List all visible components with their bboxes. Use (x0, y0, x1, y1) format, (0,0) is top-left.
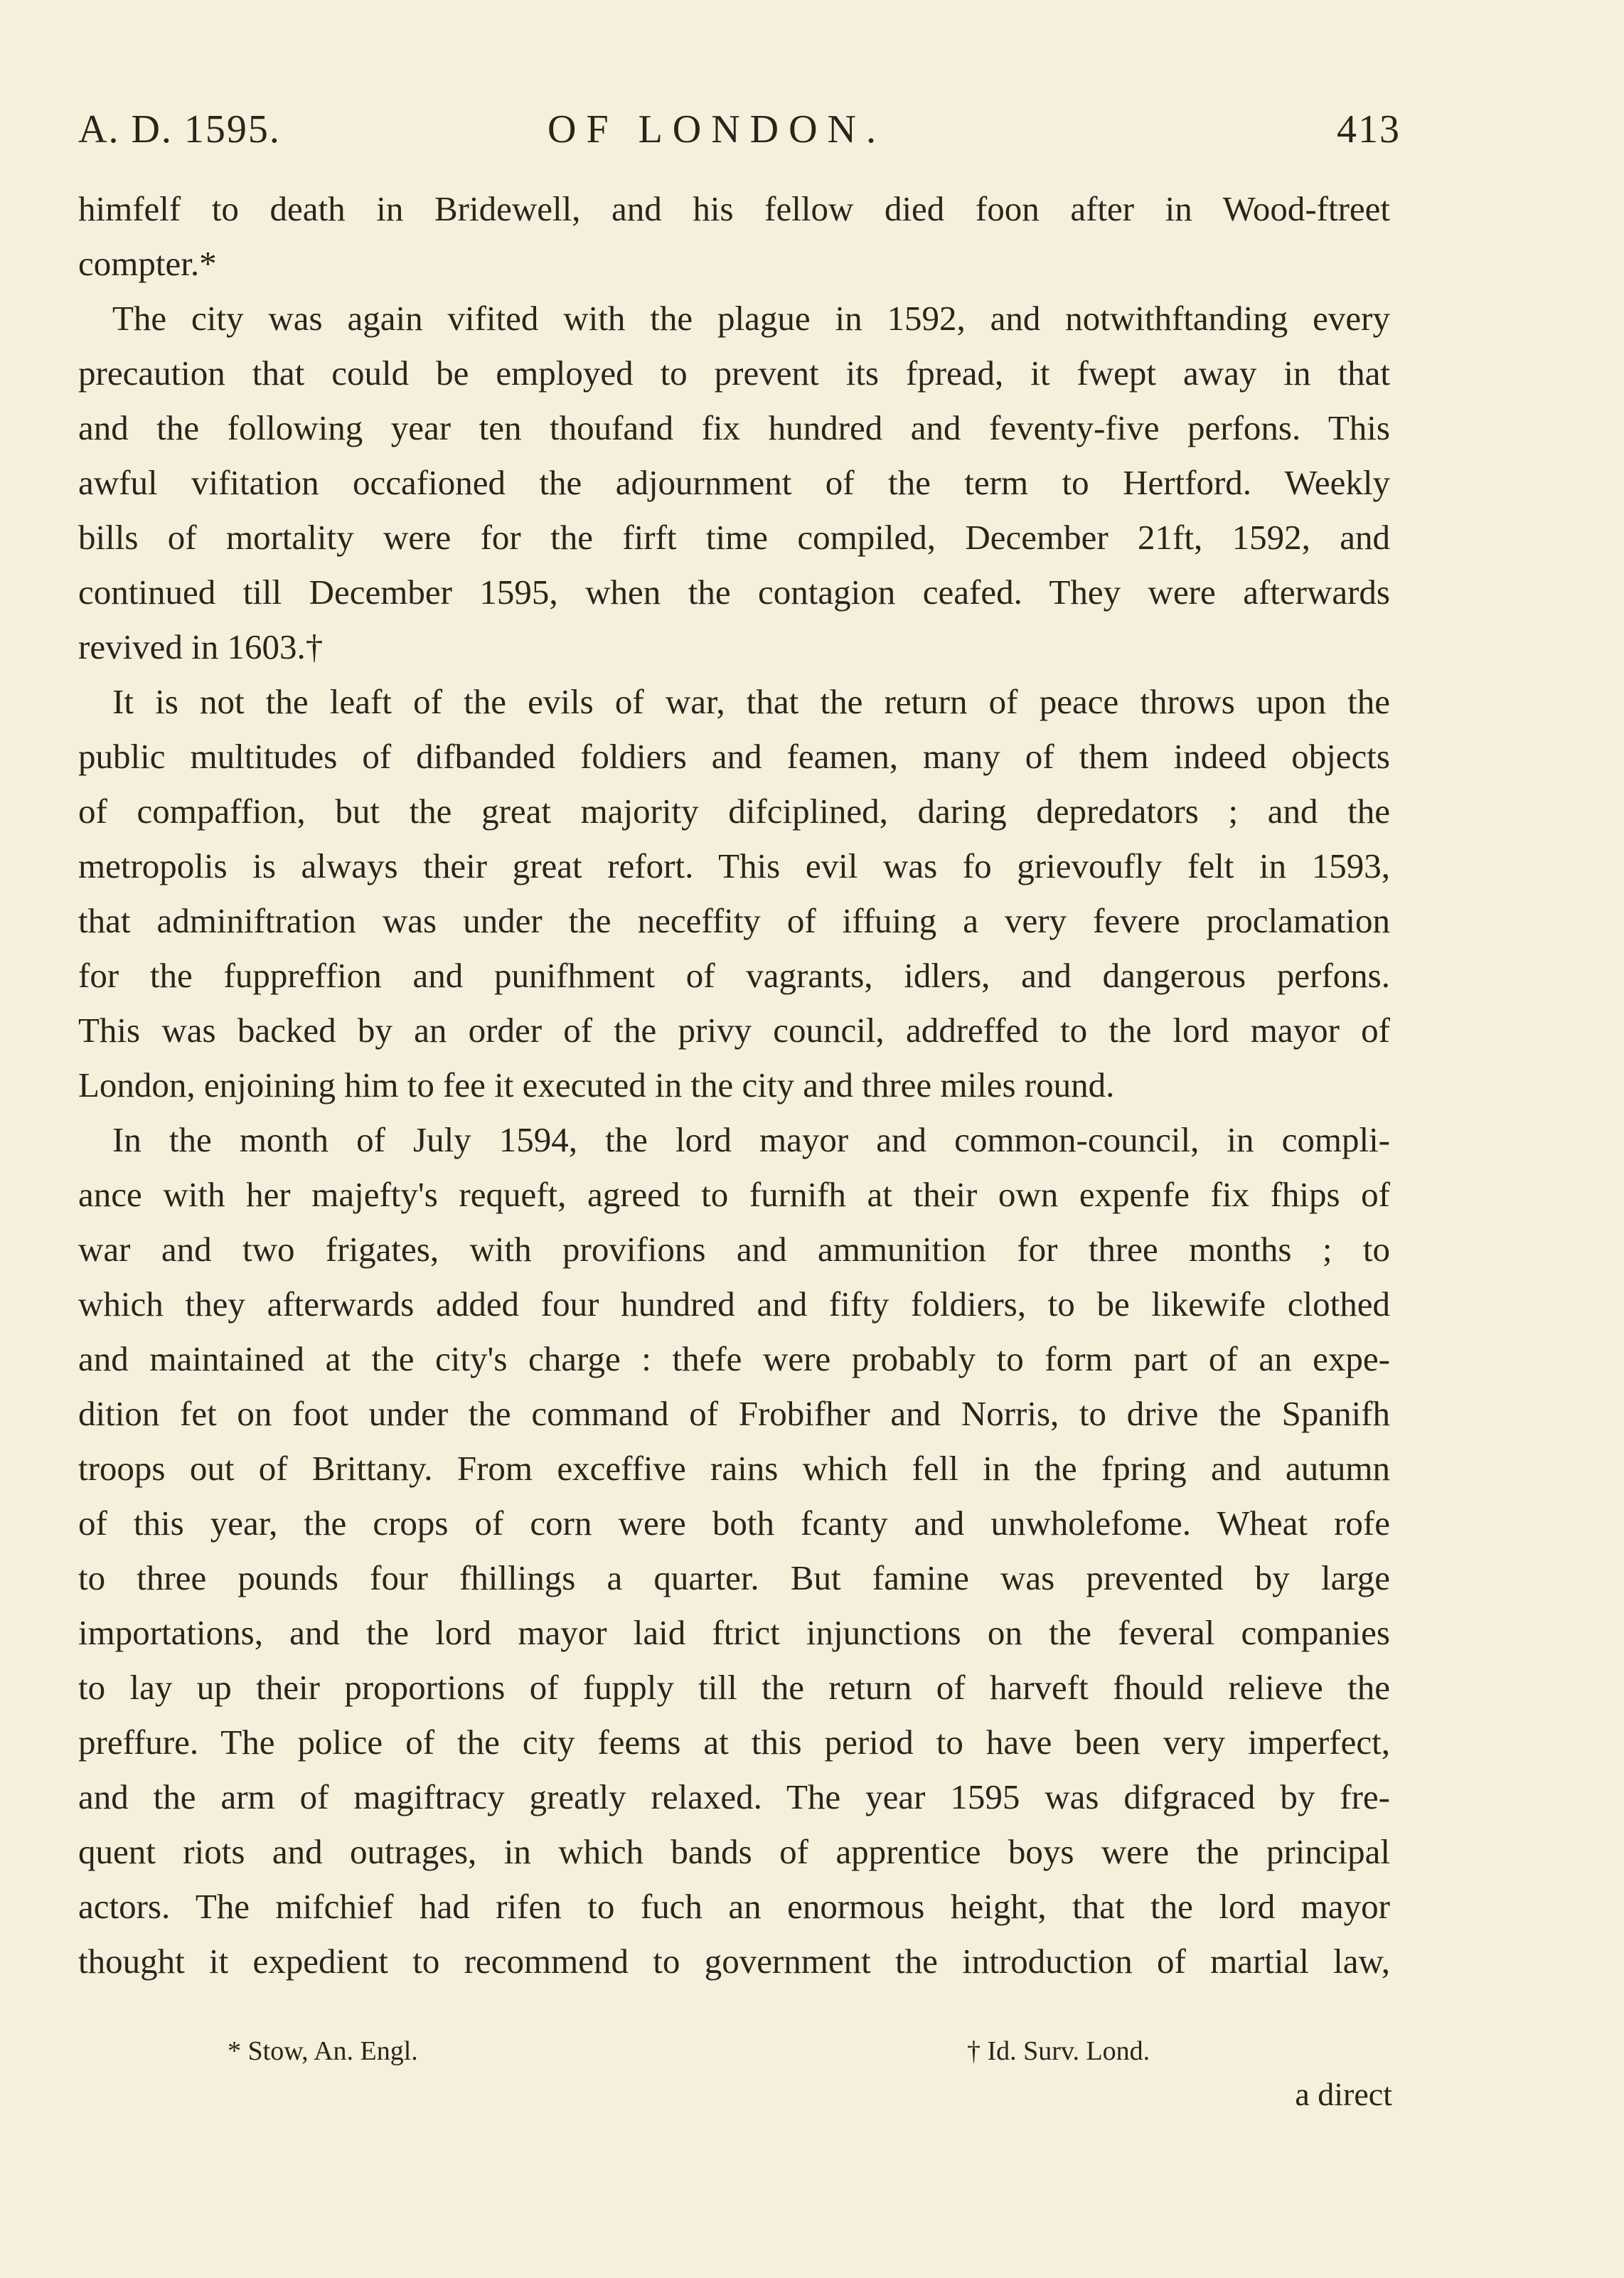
text-line: for the fuppreffion and punifhment of vagrants, idlers, and dangerous perfons. (78, 956, 1390, 995)
text-line: metropolis is always their great refort. This evil was fo grievoufly felt in 1593, (78, 846, 1390, 885)
text-line: war and two frigates, with provifions and ammunition for three months ; to (78, 1230, 1390, 1269)
body-text (78, 181, 1390, 1989)
text-line: public multitudes of difbanded foldiers and feamen, many of them indeed objects (78, 737, 1390, 776)
text-line: and maintained at the city's charge : thefe were probably to form part of an expe- (78, 1339, 1390, 1378)
text-line: bills of mortality were for the firft time compiled, December 21ft, 1592, and (78, 518, 1390, 557)
text-line: The city was again vifited with the plague in 1592, and notwithftanding every (112, 299, 1390, 338)
text-line: and the following year ten thoufand fix hundred and feventy-five perfons. This (78, 408, 1390, 447)
text-line: which they afterwards added four hundred and fifty foldiers, to be likewife clothed (78, 1284, 1390, 1324)
running-head (78, 107, 1401, 164)
text-line: to lay up their proportions of fupply till the return of harveft fhould relieve the (78, 1668, 1390, 1707)
text-line: and the arm of magiftracy greatly relaxed. The year 1595 was difgraced by fre- (78, 1777, 1390, 1816)
text-line: dition fet on foot under the command of Frobifher and Norris, to drive the Spanifh (78, 1394, 1390, 1433)
text-line: In the month of July 1594, the lord mayor and common-council, in compli- (112, 1120, 1390, 1159)
footnote-stow: * Stow, An. Engl. (228, 2036, 418, 2066)
text-line: revived in 1603.† (78, 627, 324, 666)
text-line: compter.* (78, 244, 217, 283)
text-line: continued till December 1595, when the contagion ceafed. They were afterwards (78, 573, 1390, 612)
text-line: ance with her majefty's requeft, agreed to furnifh at their own expenfe fix fhips of (78, 1175, 1390, 1214)
text-line: of this year, the crops of corn were both fcanty and unwholefome. Wheat rofe (78, 1503, 1390, 1543)
text-line: actors. The mifchief had rifen to fuch an enormous height, that the lord mayor (78, 1887, 1390, 1926)
text-line: troops out of Brittany. From exceffive rains which fell in the fpring and autumn (78, 1449, 1390, 1488)
text-line: awful vifitation occafioned the adjournment of the term to Hertford. Weekly (78, 463, 1390, 502)
text-line: quent riots and outrages, in which bands of apprentice boys were the principal (78, 1832, 1390, 1871)
text-line: London, enjoining him to fee it executed in the city and three miles round. (78, 1065, 1115, 1105)
text-line: precaution that could be employed to prevent its fpread, it fwept away in that (78, 353, 1390, 393)
text-line: to three pounds four fhillings a quarter. But famine was prevented by large (78, 1558, 1390, 1597)
text-line: of compaffion, but the great majority difciplined, daring depredators ; and the (78, 792, 1390, 831)
catchword: a direct (1295, 2076, 1392, 2112)
running-head-title: OF LONDON. (547, 107, 886, 151)
page-number: 413 (1337, 107, 1401, 151)
text-line: importations, and the lord mayor laid ftrict injunctions on the feveral companies (78, 1613, 1390, 1652)
text-line: This was backed by an order of the privy council, addreffed to the lord mayor of (78, 1011, 1390, 1050)
running-head-year: A. D. 1595. (78, 107, 281, 151)
footnote-id-surv: † Id. Surv. Lond. (967, 2036, 1150, 2066)
text-line: thought it expedient to recommend to government the introduction of martial law, (78, 1942, 1390, 1981)
text-line: that adminiftration was under the neceffity of iffuing a very fevere proclamation (78, 901, 1390, 940)
text-line: preffure. The police of the city feems at this period to have been very imperfect, (78, 1723, 1390, 1762)
text-line: himfelf to death in Bridewell, and his fellow died foon after in Wood-ftreet (78, 189, 1390, 228)
text-line: It is not the leaft of the evils of war, that the return of peace throws upon the (112, 682, 1390, 721)
